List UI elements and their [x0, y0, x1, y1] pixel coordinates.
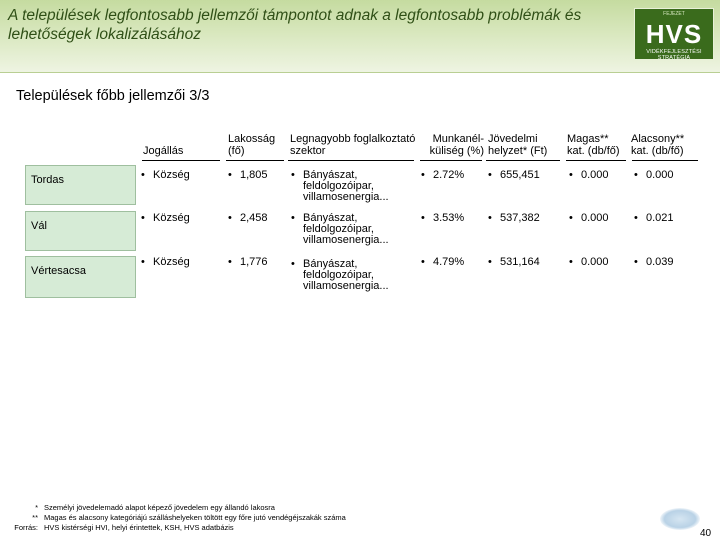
- logo-subtitle: VIDÉKFEJLESZTÉSI STRATÉGIA: [646, 49, 702, 61]
- column-rule: [142, 160, 220, 161]
- header-banner: [0, 0, 720, 73]
- row-label-vertesacsa: Vértesacsa: [25, 256, 136, 298]
- cell-alacsony: • 0.000: [634, 169, 674, 181]
- footnote-line: ** Magas és alacsony kategóriájú szálláshelyeken töltött egy főre jutó vendégéjszakák száma: [32, 513, 346, 522]
- cell-lakossag: • 1,805: [228, 169, 268, 181]
- cell-alacsony: • 0.039: [634, 256, 674, 268]
- cell-jovedelem: • 531,164: [488, 256, 540, 268]
- column-header-lakossag: Lakosság (fő): [228, 133, 276, 157]
- column-header-magas: Magas** kat. (db/fő): [567, 133, 620, 157]
- cell-lakossag: • 2,458: [228, 212, 268, 224]
- column-rule: [486, 160, 560, 161]
- cell-magas: • 0.000: [569, 256, 609, 268]
- column-rule: [632, 160, 698, 161]
- section-title: Települések főbb jellemzői 3/3: [16, 88, 210, 104]
- row-label-val: Vál: [25, 211, 136, 251]
- logo-text: HVS: [645, 19, 703, 49]
- column-rule: [226, 160, 284, 161]
- logo-top-text: FEJEZET: [663, 11, 685, 17]
- column-header-jovedelem: Jövedelmi helyzet* (Ft): [488, 133, 548, 157]
- cell-munkanelkuliseg: • 3.53%: [421, 212, 465, 224]
- footnotes: [8, 503, 346, 533]
- column-rule: [420, 160, 482, 161]
- cell-szektor: • Bányászat, feldolgozóipar, villamosenergia...: [291, 258, 389, 292]
- cell-alacsony: • 0.021: [634, 212, 674, 224]
- column-header-jogallas: Jogállás: [143, 145, 184, 157]
- column-header-munkanelkuliseg: Munkanél-küliség (%): [429, 133, 484, 157]
- cell-jogallas: • Község: [141, 256, 190, 268]
- header-title: A települések legfontosabb jellemzői támpontot adnak a legfontosabb problémák és lehetőségek lokalizálásához: [8, 7, 582, 43]
- corner-logo-icon: [660, 508, 700, 530]
- source-line: Forrás: HVS kistérségi HVI, helyi érintettek, KSH, HVS adatbázis: [14, 523, 234, 532]
- cell-magas: • 0.000: [569, 212, 609, 224]
- cell-jogallas: • Község: [141, 169, 190, 181]
- cell-szektor: • Bányászat, feldolgozóipar, villamosenergia...: [291, 169, 389, 203]
- column-rule: [566, 160, 626, 161]
- cell-szektor: • Bányászat, feldolgozóipar, villamosenergia...: [291, 212, 389, 246]
- cell-munkanelkuliseg: • 4.79%: [421, 256, 465, 268]
- column-rule: [288, 160, 414, 161]
- cell-lakossag: • 1,776: [228, 256, 268, 268]
- column-header-alacsony: Alacsony** kat. (db/fő): [631, 133, 685, 157]
- cell-jovedelem: • 655,451: [488, 169, 540, 181]
- footnote-line: * Személyi jövedelemadó alapot képező jövedelem egy állandó lakosra: [35, 503, 275, 512]
- cell-munkanelkuliseg: • 2.72%: [421, 169, 465, 181]
- hvs-logo: [634, 8, 714, 60]
- page-number: 40: [700, 528, 712, 539]
- cell-jogallas: • Község: [141, 212, 190, 224]
- cell-magas: • 0.000: [569, 169, 609, 181]
- column-header-szektor: Legnagyobb foglalkoztató szektor: [290, 133, 416, 157]
- cell-jovedelem: • 537,382: [488, 212, 540, 224]
- row-label-tordas: Tordas: [25, 165, 136, 205]
